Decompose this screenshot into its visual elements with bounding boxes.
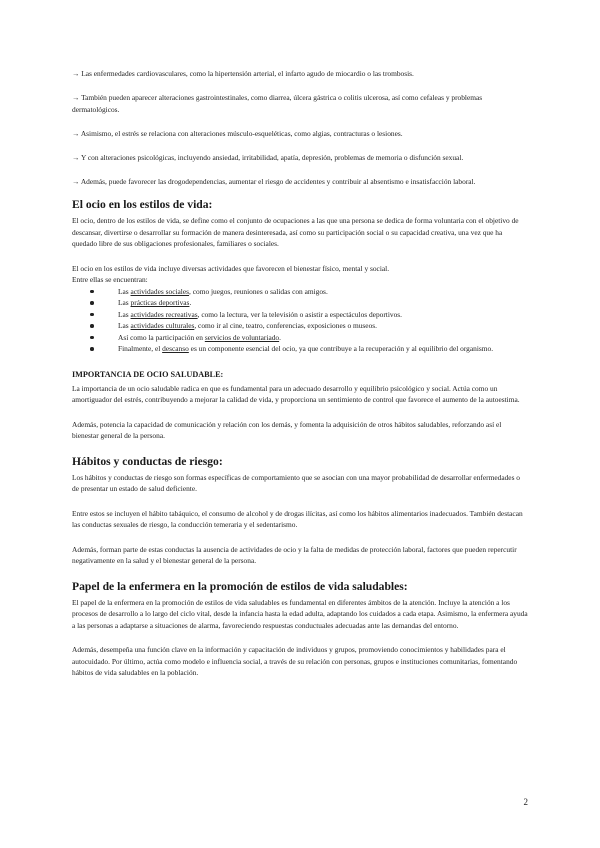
- arrow-item-psychological: → Y con alteraciones psicológicas, incluyendo ansiedad, irritabilidad, apatía, depresión, problemas de memoria o disfunción sexual.: [72, 152, 464, 162]
- section-heading-ocio: El ocio en los estilos de vida:: [72, 198, 213, 212]
- bullet-icon: [90, 313, 94, 317]
- ocio-activities-list: [72, 286, 528, 355]
- list-item: Así como la participación en servicios de voluntariado.: [108, 332, 528, 344]
- bullet-icon: [90, 290, 94, 294]
- importancia-paragraph-1: La importancia de un ocio saludable radica en que es fundamental para un adecuado desarrollo y equilibrio psicológico y social. Actúa como un amortiguador del estrés, contribuyendo a mejorar la calidad de vida, y proporciona un sentimiento de control que favorece el aumento de la autoestima.: [72, 383, 520, 405]
- underlined-term: prácticas deportivas: [130, 298, 190, 308]
- underlined-term: actividades culturales: [130, 321, 195, 331]
- arrow-item-musculoskeletal: → Asimismo, el estrés se relaciona con alteraciones músculo-esqueléticas, como algias, contracturas o lesiones.: [72, 128, 403, 138]
- list-item: Finalmente, el descanso es un componente esencial del ocio, ya que contribuye a la recuperación y al equilibrio del organismo.: [108, 343, 528, 355]
- habitos-paragraph-2: Entre estos se incluyen el hábito tabáquico, el consumo de alcohol y de drogas ilícitas, así como los hábitos alimentarios inadecuados. También destacan las conductas sexuales de riesgo, la conducción temeraria y el sedentarismo.: [72, 508, 523, 530]
- section-heading-papel: Papel de la enfermera en la promoción de estilos de vida saludables:: [72, 579, 408, 593]
- underlined-term: servicios de voluntariado: [204, 332, 280, 342]
- ocio-activities-intro: El ocio en los estilos de vida incluye diversas actividades que favorecen el bienestar físico, mental y social.: [72, 263, 390, 273]
- habitos-paragraph-3: Además, forman parte de estas conductas la ausencia de actividades de ocio y la falta de medidas de protección laboral, factores que pueden repercutir negativamente en la salud y el bienestar general de la persona.: [72, 544, 517, 566]
- list-item: Las actividades recreativas, como la lectura, ver la televisión o asistir a espectáculos deportivos.: [108, 309, 528, 321]
- page-number: 2: [523, 797, 528, 807]
- arrow-item-cardiovascular: → Las enfermedades cardiovasculares, como la hipertensión arterial, el infarto agudo de miocardio o las trombosis.: [72, 69, 414, 78]
- papel-paragraph-2: Además, desempeña una función clave en la información y capacitación de individuos y grupos, promoviendo conocimientos y habilidades para el autocuidado. Por último, actúa como modelo e influencia social, a través de su relación con personas, grupos e instituciones comunitarias, fomentando hábitos de vida saludables en la población.: [72, 645, 518, 678]
- underlined-term: descanso: [162, 344, 189, 354]
- importancia-paragraph-2: Además, potencia la capacidad de comunicación y relación con los demás, y fomenta la adquisición de otros hábitos saludables, reforzando así el bienestar general de la persona.: [72, 419, 502, 441]
- section-heading-habitos: Hábitos y conductas de riesgo:: [72, 454, 223, 468]
- bullet-icon: [90, 301, 94, 305]
- list-item: Las prácticas deportivas.: [108, 297, 528, 309]
- section-heading-importancia: IMPORTANCIA DE OCIO SALUDABLE:: [72, 369, 224, 379]
- underlined-term: actividades recreativas: [130, 309, 198, 319]
- bullet-icon: [90, 336, 94, 340]
- document-page: [72, 68, 528, 679]
- list-item: Las actividades culturales, como ir al cine, teatro, conferencias, exposiciones o museos.: [108, 320, 528, 332]
- papel-paragraph-1: El papel de la enfermera en la promoción de estilos de vida saludables es fundamental en diferentes ámbitos de la atención. Incluye la atención a los procesos de desarrollo a lo largo del ciclo vital, desde la infancia hasta la edad adulta, adaptando los cuidados a cada etapa. Asimismo, la enfermera ayuda a las personas a adaptarse a situaciones de alarma, favoreciendo respuestas conductuales adecuadas ante las demandas del entorno.: [72, 597, 528, 630]
- habitos-paragraph-1: Los hábitos y conductas de riesgo son formas específicas de comportamiento que se asocian con una mayor probabilidad de desarrollar enfermedades o de presentar un estado de salud deficiente.: [72, 472, 521, 494]
- ocio-activities-lead: Entre ellas se encuentran:: [72, 275, 148, 285]
- arrow-item-gastrointestinal: → También pueden aparecer alteraciones gastrointestinales, como diarrea, úlcera gástrica o colitis ulcerosa, así como cefaleas y problemas dermatológicos.: [72, 93, 483, 114]
- list-item: Las actividades sociales, como juegos, reuniones o salidas con amigos.: [108, 286, 528, 298]
- bullet-icon: [90, 324, 94, 328]
- arrow-item-drug-dependence: → Además, puede favorecer las drogodependencias, aumentar el riesgo de accidentes y contribuir al absentismo e insatisfacción laboral.: [72, 176, 476, 186]
- ocio-definition-paragraph: El ocio, dentro de los estilos de vida, se define como el conjunto de ocupaciones a las que una persona se dedica de forma voluntaria con el objetivo de descansar, divertirse o desarrollar su formación de manera desinteresada, así como su participación social o su capacidad creativa, una vez que ha quedado libre de sus obligaciones profesionales, familiares o sociales.: [72, 216, 519, 249]
- bullet-icon: [90, 347, 94, 351]
- underlined-term: actividades sociales: [130, 286, 190, 296]
